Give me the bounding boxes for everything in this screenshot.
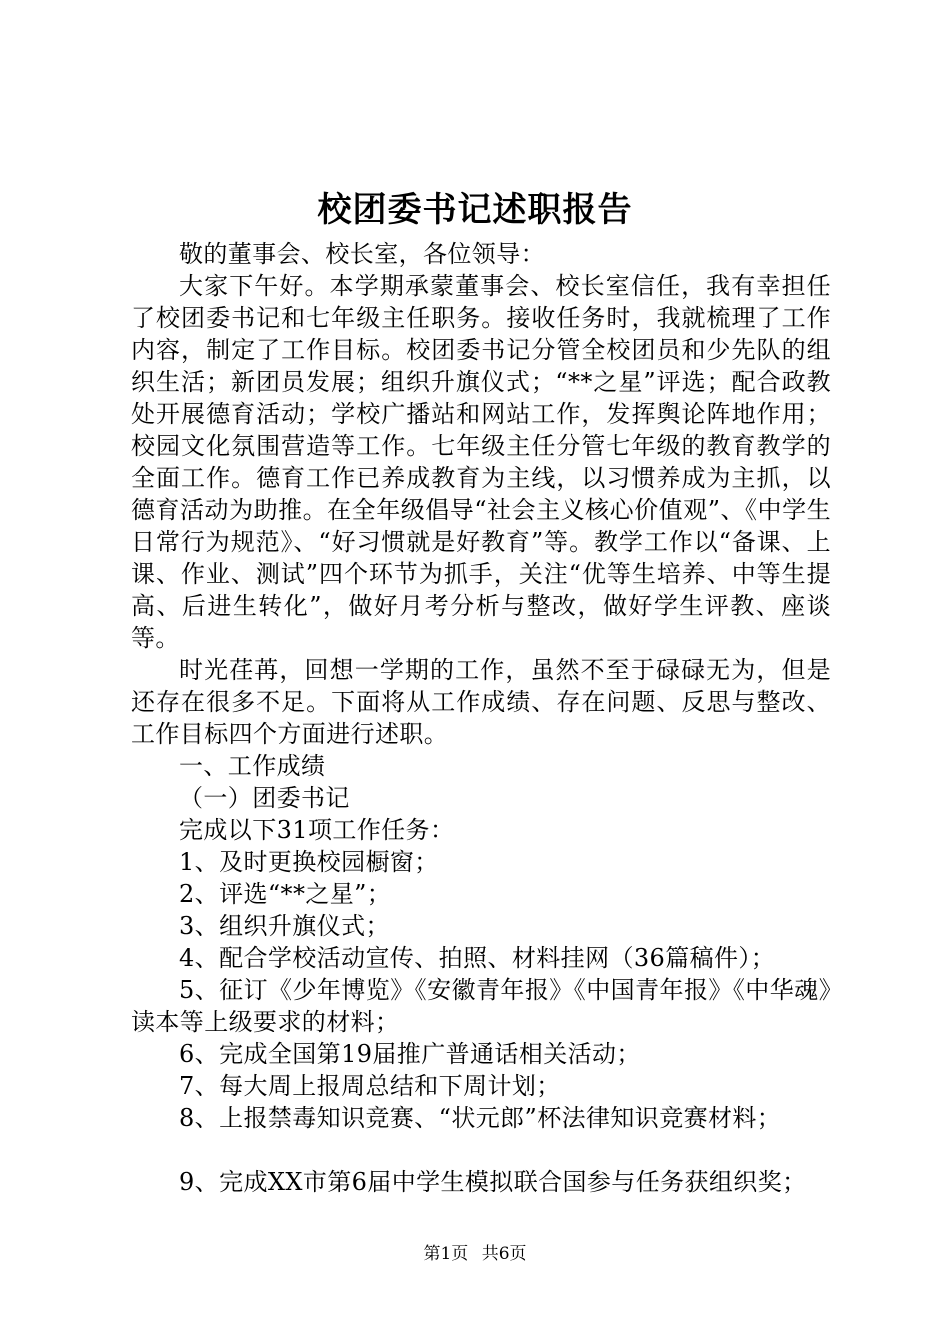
- list-item: 7、每大周上报周总结和下周计划；: [179, 1072, 561, 1100]
- paragraph-intro: 大家下午好。本学期承蒙董事会、校长室信任，我有幸担任了校团委书记和七年级主任职务。接收任务时，我就梳理了工作内容，制定了工作目标。校团委书记分管全校团员和少先队的组织生活；新团员发展；组织升旗仪式；“**之星”评选；配合政教处开展德育活动；学校广播站和网站工作，发挥舆论阵地作用；校园文化氛围营造等工作。七年级主任分管七年级的教育教学的全面工作。德育工作已养成教育为主线，以习惯养成为主抓，以德育活动为助推。在全年级倡导“社会主义核心价值观”、《中学生日常行为规范》、“好习惯就是好教育”等。教学工作以“备课、上课、作业、测试”四个环节为抓手，关注“优等生培养、中等生提高、后进生转化”，做好月考分析与整改，做好学生评教、座谈等。: [131, 272, 831, 652]
- list-item: 3、组织升旗仪式；: [179, 912, 390, 940]
- section-heading: 一、工作成绩: [179, 752, 326, 780]
- list-item: 5、征订《少年博览》《安徽青年报》《中国青年报》《中华魂》读本等上级要求的材料；: [131, 976, 831, 1036]
- list-item: 6、完成全国第19届推广普通话相关活动；: [179, 1040, 641, 1068]
- document-body: [131, 238, 831, 1198]
- list-item: 4、配合学校活动宣传、拍照、材料挂网（36篇稿件）；: [179, 944, 776, 972]
- document-title: 校团委书记述职报告: [317, 190, 633, 230]
- subsection-heading: （一）团委书记: [179, 784, 350, 812]
- list-item: 8、上报禁毒知识竞赛、“状元郎”杯法律知识竞赛材料；: [179, 1104, 782, 1132]
- salutation: 敬的董事会、校长室，各位领导：: [179, 240, 545, 268]
- list-item: 2、评选“**之星”；: [179, 880, 392, 908]
- paragraph-overview: 时光荏苒，回想一学期的工作，虽然不至于碌碌无为，但是还存在很多不足。下面将从工作成绩、存在问题、反思与整改、工作目标四个方面进行述职。: [131, 656, 831, 748]
- page-footer: 第1页 共6页: [423, 1244, 527, 1264]
- list-intro: 完成以下31项工作任务：: [179, 816, 455, 844]
- list-item: 9、完成XX市第6届中学生模拟联合国参与任务获组织奖；: [179, 1168, 807, 1196]
- list-item: 1、及时更换校园橱窗；: [179, 848, 439, 876]
